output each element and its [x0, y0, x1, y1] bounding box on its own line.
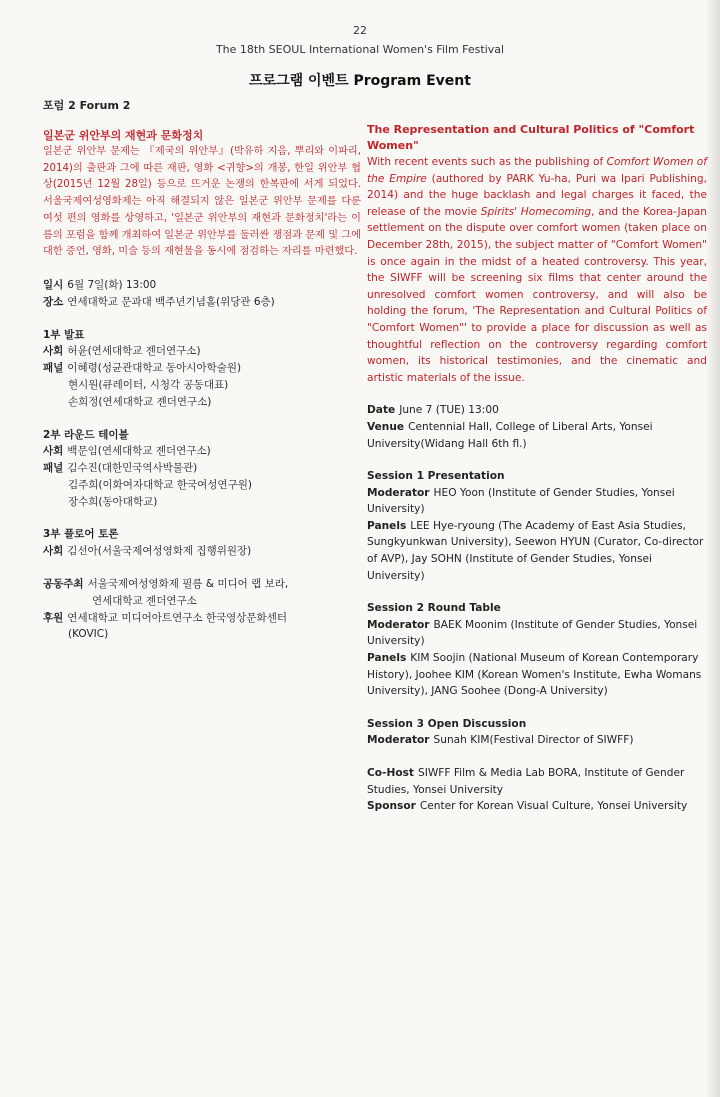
panel-value: 손희정(연세대학교 젠더연구소)	[68, 395, 212, 408]
sponsor-value: (KOVIC)	[68, 628, 109, 641]
date-label: 일시	[43, 278, 64, 291]
session-heading: 1부 발표	[43, 328, 85, 341]
desc-text: (authored by PARK Yu-ha, Puri wa Ipari Publishing, 2014) and the huge backlash and legal charges it faced, the release of the movie	[367, 172, 707, 218]
korean-date-venue	[43, 277, 361, 311]
english-column	[367, 122, 707, 815]
cohost-label: Co-Host	[367, 767, 414, 779]
panel-value: LEE Hye-ryoung (The Academy of East Asia Studies, Sungkyunkwan University), Seewon HYUN (Curator, Co-director of AVP), Jay SOHN (Institute of Gender Studies, Yonsei University)	[367, 519, 704, 582]
moderator-label: Moderator	[367, 486, 430, 499]
korean-description: 일본군 위안부 문제는 『제국의 위안부』(박유하 지음, 뿌리와 이파리, 2014)의 출판과 그에 따른 재판, 영화 <귀향>의 개봉, 한일 위안부 협상(2015년 12월 28일) 등으로 뜨거운 논쟁의 한복판에 서게 되었다. 서울국제여성영화제는 아직 해결되지 않은 일본군 위안부 문제를 다룬 여섯 편의 영화를 상영하고, '일본군 위안부의 재현과 문화정치'라는 이름의 포럼을 함께 개최하여 일본군 위안부를 둘러싼 쟁점과 문제 및 그에 대한 증언, 영화, 미술 등의 재현물을 동시에 점검하는 자리를 마련했다.	[43, 146, 361, 258]
session-heading: Session 1 Presentation	[367, 470, 505, 483]
moderator-label: 사회	[43, 445, 64, 458]
panel-label: Panels	[367, 519, 407, 532]
moderator-value: 김선아(서울국제여성영화제 집행위원장)	[67, 545, 252, 558]
date-value: 6월 7일(화) 13:00	[67, 278, 157, 291]
moderator-label: 사회	[43, 345, 64, 358]
panel-value: 이혜령(성균관대학교 동아시아학술원)	[67, 362, 242, 375]
korean-credits	[43, 576, 361, 643]
date-value: June 7 (TUE) 13:00	[399, 404, 499, 417]
korean-column	[43, 97, 361, 643]
sponsor-label: Sponsor	[367, 800, 416, 813]
moderator-value: 허윤(연세대학교 젠더연구소)	[67, 345, 201, 358]
korean-session-2	[43, 427, 361, 511]
page-header	[0, 24, 720, 90]
english-credits	[367, 765, 707, 815]
english-title: The Representation and Cultural Politics of "Comfort Women"	[367, 123, 695, 152]
venue-value: Centennial Hall, College of Liberal Arts, Yonsei University(Widang Hall 6th fl.)	[367, 420, 653, 450]
session-heading: Session 2 Round Table	[367, 602, 501, 615]
cohost-value: 연세대학교 젠더연구소	[92, 594, 197, 607]
moderator-value: 백문임(연세대학교 젠더연구소)	[67, 445, 211, 458]
english-session-1	[367, 468, 707, 584]
panel-value: 현시원(큐레이터, 시청각 공동대표)	[68, 378, 229, 391]
panel-value: 김수진(대한민국역사박물관)	[67, 462, 198, 475]
moderator-label: 사회	[43, 545, 64, 558]
english-session-2	[367, 600, 707, 700]
panel-value: 김주희(이화여자대학교 한국여성연구원)	[68, 478, 252, 491]
moderator-label: Moderator	[367, 618, 430, 631]
panel-label: 패널	[43, 462, 64, 475]
panel-value: 장수희(동아대학교)	[68, 495, 158, 508]
venue-label: 장소	[43, 295, 64, 308]
panel-label: Panels	[367, 652, 407, 665]
page-edge-shadow	[706, 0, 720, 1097]
korean-title: 일본군 위안부의 재현과 문화정치	[43, 129, 204, 142]
english-date-venue	[367, 402, 707, 452]
panel-value: KIM Soojin (National Museum of Korean Contemporary History), Joohee KIM (Korean Women's Institute, Ewha Womans University), JANG Soohee (Dong-A University)	[367, 652, 702, 698]
english-session-3	[367, 716, 707, 749]
korean-session-3	[43, 526, 361, 560]
desc-text: With recent events such as the publishing of	[367, 156, 607, 168]
section-title: 프로그램 이벤트 Program Event	[249, 73, 471, 89]
book-title: Comfort Women of the Empire	[367, 156, 707, 185]
session-heading: 3부 플로어 토론	[43, 528, 119, 541]
cohost-label: 공동주최	[43, 578, 84, 591]
cohost-value: 서울국제여성영화제 필름 & 미디어 랩 보라,	[87, 578, 289, 591]
moderator-value: BAEK Moonim (Institute of Gender Studies, Yonsei University)	[367, 618, 698, 648]
sponsor-value: Center for Korean Visual Culture, Yonsei University	[419, 800, 688, 813]
movie-title: Spirits' Homecoming	[480, 205, 592, 218]
sponsor-value: 연세대학교 미디어아트연구소 한국영상문화센터	[67, 611, 287, 624]
sponsor-label: 후원	[43, 611, 64, 624]
festival-name: The 18th SEOUL International Women's Film Festival	[215, 43, 505, 56]
venue-label: Venue	[367, 420, 405, 433]
panel-label: 패널	[43, 362, 64, 375]
cohost-value: SIWFF Film & Media Lab BORA, Institute of Gender Studies, Yonsei University	[367, 767, 685, 796]
desc-text: , and the Korea-Japan settlement on the dispute over comfort women (taken place on December 28th, 2015), the subject matter of "Comfort Women" is once again in the midst of a heated controversy. This year, the SIWFF will be screening six films that center around the unresolved comfort women controversy, and will also be holding the forum, 'The Representation and Cultural Politics of "Comfort Women"' to provide a place for discussion as well as thoughtful reflection on the controversy regarding comfort women, its historical testimonies, and the cinematic and artistic materials of the issue.	[367, 205, 708, 384]
page-number: 22	[353, 24, 367, 37]
moderator-value: Sunah KIM(Festival Director of SIWFF)	[433, 734, 634, 747]
session-heading: 2부 라운드 테이블	[43, 428, 129, 441]
korean-session-1	[43, 327, 361, 411]
forum-label: 포럼 2 Forum 2	[43, 99, 131, 112]
moderator-value: HEO Yoon (Institute of Gender Studies, Yonsei University)	[367, 486, 675, 516]
english-description	[367, 154, 707, 386]
venue-value: 연세대학교 문과대 백주년기념홀(위당관 6층)	[67, 295, 275, 308]
session-heading: Session 3 Open Discussion	[367, 717, 527, 730]
moderator-label: Moderator	[367, 734, 430, 747]
date-label: Date	[367, 404, 396, 417]
